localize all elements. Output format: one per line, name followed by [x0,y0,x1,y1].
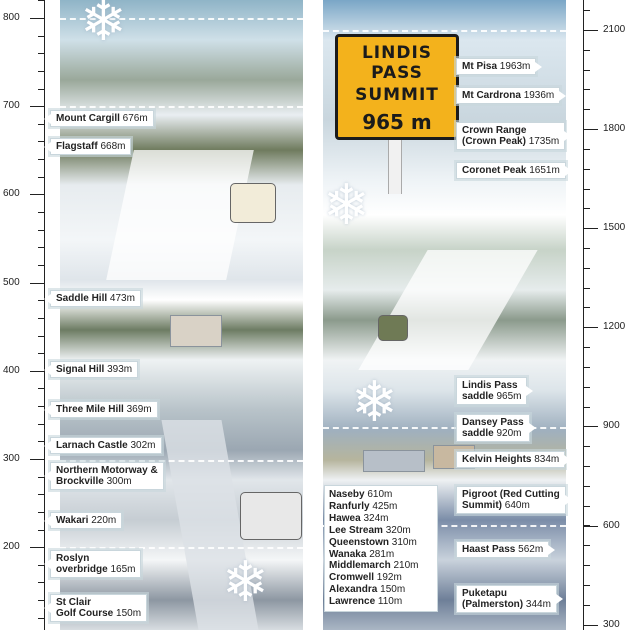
callout-lindis-pass-saddle [456,377,527,405]
snowy-road [358,250,537,370]
town-name: Lee Stream [329,524,383,536]
callout-name: Kelvin Heights [462,454,532,465]
callout-coronet-peak [456,162,566,179]
town-height: 150m [380,584,406,596]
minor-tick [38,177,44,178]
callout-name: Lindis Pass [462,380,518,391]
minor-tick [584,367,590,368]
tick-label: 1200 [603,321,626,332]
minor-tick [38,230,44,231]
town-name: Wanaka [329,548,367,560]
town-name: Cromwell [329,572,375,584]
callout-crown-range [456,122,565,150]
callout-value: 1963m [499,61,531,72]
list-item [329,513,433,525]
callout-name: St Clair [56,597,92,608]
snowflake-icon: ❄ [323,173,370,238]
callout-name: Puketapu [462,588,508,599]
major-tick [30,283,44,284]
minor-tick [584,288,590,289]
callout-pigroot [456,486,566,514]
callout-value: 393m [107,364,133,375]
car [230,183,276,223]
minor-tick [38,530,44,531]
major-tick [30,18,44,19]
major-tick [584,30,598,31]
callout-puketapu [456,585,557,613]
minor-tick [38,336,44,337]
house [170,315,222,347]
minor-tick [38,71,44,72]
callout-saddle-hill [50,290,141,307]
major-tick [584,526,598,527]
callout-name: Golf Course [56,608,114,619]
minor-tick [38,36,44,37]
minor-tick [584,446,590,447]
minor-tick [584,565,590,566]
town-height: 310m [391,536,417,548]
sign-post [388,134,402,194]
tick-label: 300 [603,619,620,630]
callout-value: 562m [518,544,544,555]
minor-tick [38,0,44,1]
callout-value: 344m [525,599,551,610]
snowflake-icon: ❄ [222,550,269,615]
callout-name: saddle [462,391,494,402]
tick-label: 200 [3,541,20,552]
town-height: 110m [377,596,403,608]
major-tick [30,371,44,372]
town-height: 192m [376,572,402,584]
callout-wakari [50,512,122,529]
sign-line-3: 965 m [362,110,432,134]
callout-mount-cargill [50,110,154,127]
town-buildings [363,450,425,472]
town-height: 281m [369,548,395,560]
minor-tick [584,109,590,110]
callout-dansey-pass-saddle [456,414,530,442]
callout-name: saddle [462,428,494,439]
callout-mt-cardrona [456,87,560,104]
town-height: 425m [372,500,398,512]
callout-value: 1651m [529,165,560,176]
minor-tick [38,353,44,354]
sign-line-2: SUMMIT [355,85,439,105]
list-item [329,501,433,513]
minor-tick [38,53,44,54]
minor-tick [38,600,44,601]
minor-tick [584,347,590,348]
callout-value: 676m [122,113,148,124]
callout-name: Northern Motorway & [56,465,158,476]
minor-tick [584,407,590,408]
town-name: Naseby [329,489,365,500]
major-tick [584,129,598,130]
list-item [329,549,433,561]
minor-tick [584,387,590,388]
towns-list [324,485,438,612]
callout-flagstaff [50,138,131,155]
tick-label: 300 [3,453,20,464]
minor-tick [584,248,590,249]
tick-label: 1500 [603,222,626,233]
callout-name: Haast Pass [462,544,516,555]
major-tick [30,106,44,107]
callout-value: 369m [126,404,152,415]
car [378,315,408,341]
level-line [60,547,303,549]
minor-tick [584,50,590,51]
tick-label: 600 [3,188,20,199]
callout-value: 150m [116,608,142,619]
callout-name: Brockville [56,476,104,487]
minor-tick [584,307,590,308]
minor-tick [584,506,590,507]
minor-tick [38,247,44,248]
tick-label: 2100 [603,24,626,35]
minor-tick [38,212,44,213]
tick-label: 600 [603,520,620,531]
callout-name: Summit) [462,500,502,511]
callout-name: (Palmerston) [462,599,524,610]
minor-tick [584,466,590,467]
major-tick [30,459,44,460]
callout-name: Coronet Peak [462,165,527,176]
callout-name: Mt Cardrona [462,90,521,101]
town-name: Ranfurly [329,500,370,512]
sign-line-1: LINDIS PASS [361,43,433,83]
minor-tick [584,169,590,170]
minor-tick [38,424,44,425]
minor-tick [584,585,590,586]
callout-mt-pisa [456,58,536,75]
callout-value: 920m [496,428,522,439]
callout-value: 834m [534,454,560,465]
town-name: Alexandra [329,584,378,596]
tick-label: 800 [3,12,20,23]
list-item [329,596,433,608]
town-height: 324m [363,512,389,524]
callout-value: 302m [130,440,156,451]
minor-tick [38,159,44,160]
callout-signal-hill [50,361,138,378]
minor-tick [584,486,590,487]
callout-name: Roslyn [56,553,90,564]
snowflake-icon: ❄ [80,0,127,54]
minor-tick [38,494,44,495]
callout-name: Crown Range [462,125,527,136]
town-height: 320m [385,524,411,536]
callout-value: 1735m [528,136,560,147]
list-item [329,537,433,549]
town-name: Lawrence [329,596,376,608]
tick-label: 400 [3,365,20,376]
callout-northern-motorway [50,462,164,490]
tick-label: 1800 [603,123,626,134]
callout-value: 640m [504,500,530,511]
minor-tick [38,582,44,583]
major-tick [584,327,598,328]
minor-tick [38,265,44,266]
level-line [323,30,566,32]
callout-name: Mount Cargill [56,113,120,124]
callout-value: 473m [109,293,135,304]
tick-label: 900 [603,420,620,431]
callout-value: 220m [91,515,117,526]
town-height: 210m [393,560,419,572]
major-tick [30,547,44,548]
list-item [329,525,433,537]
tick-label: 500 [3,277,20,288]
town-name: Queenstown [329,536,390,548]
callout-value: 965m [496,391,522,402]
snowflake-icon: ❄ [351,370,398,435]
minor-tick [584,189,590,190]
town-name: Hawea [329,512,361,524]
town-name: Middlemarch [329,560,391,572]
callout-name: overbridge [56,564,108,575]
minor-tick [584,70,590,71]
level-line [60,106,303,108]
callout-name: Pigroot (Red Cutting [462,489,560,500]
lindis-pass-sign [335,34,459,140]
callout-kelvin-heights [456,451,565,468]
minor-tick [38,618,44,619]
minor-tick [38,89,44,90]
callout-name: Saddle Hill [56,293,108,304]
minor-tick [584,208,590,209]
major-tick [584,625,598,626]
minor-tick [38,318,44,319]
callout-name: Mt Pisa [462,61,498,72]
minor-tick [584,268,590,269]
minor-tick [584,89,590,90]
callout-name: Larnach Castle [56,440,128,451]
minor-tick [38,512,44,513]
callout-name: Signal Hill [56,364,105,375]
left-axis-line [44,0,45,630]
town-height: 610m [367,489,393,500]
callout-name: Wakari [56,515,89,526]
callout-name: (Crown Peak) [462,136,526,147]
callout-three-mile-hill [50,401,158,418]
callout-name: Dansey Pass [462,417,524,428]
callout-roslyn-overbridge [50,550,141,578]
callout-value: 300m [106,476,132,487]
callout-value: 1936m [523,90,555,101]
list-item [329,584,433,596]
callout-value: 165m [110,564,136,575]
major-tick [30,194,44,195]
list-item [329,560,433,572]
callout-name: Three Mile Hill [56,404,124,415]
list-item [329,489,433,501]
major-tick [584,228,598,229]
minor-tick [584,10,590,11]
callout-larnach-castle [50,437,162,454]
left-photo-panel [60,0,303,630]
list-item [329,572,433,584]
right-axis-line [583,0,584,630]
car [240,492,302,540]
callout-st-clair [50,594,147,622]
minor-tick [584,545,590,546]
callout-haast-pass [456,541,549,558]
minor-tick [38,124,44,125]
callout-name: Flagstaff [56,141,98,152]
major-tick [584,426,598,427]
minor-tick [38,388,44,389]
tick-label: 700 [3,100,20,111]
minor-tick [584,149,590,150]
callout-value: 668m [100,141,126,152]
minor-tick [584,605,590,606]
